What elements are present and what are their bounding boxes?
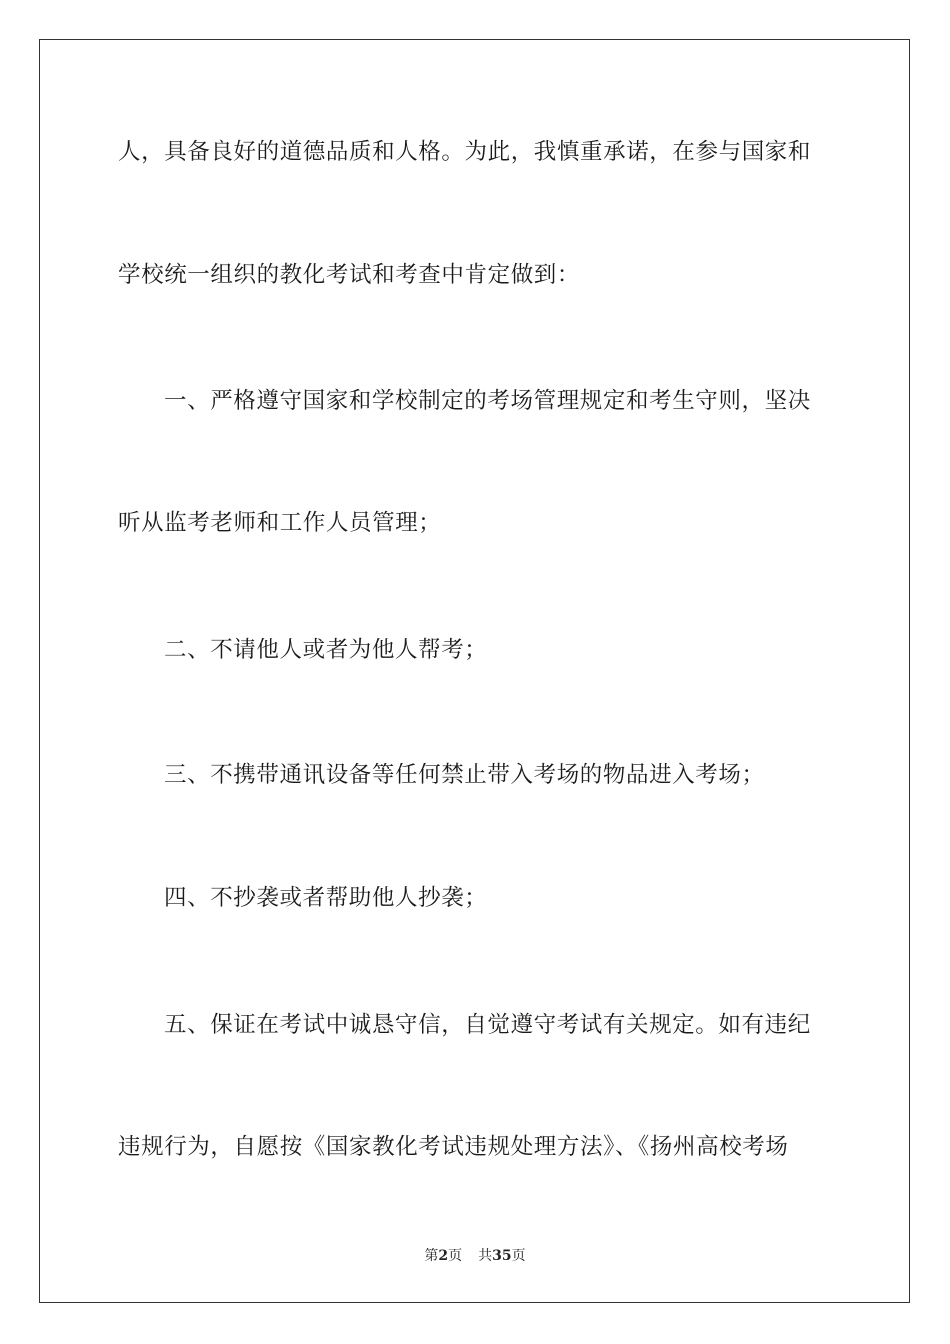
text-line-5: 二、不请他人或者为他人帮考；: [164, 637, 488, 663]
footer-page-prefix: 第: [424, 1248, 439, 1264]
text-line-1: 人，具备良好的道德品质和人格。为此，我慎重承诺，在参与国家和: [118, 139, 812, 165]
text-line-8: 五、保证在考试中诚恳守信，自觉遵守考试有关规定。如有违纪: [164, 1012, 811, 1038]
page-border: [39, 39, 910, 1303]
text-line-3: 一、严格遵守国家和学校制定的考场管理规定和考生守则，坚决: [164, 388, 811, 414]
footer-total-suffix: 页: [511, 1248, 526, 1264]
text-line-2: 学校统一组织的教化考试和考查中肯定做到：: [118, 262, 581, 288]
text-line-7: 四、不抄袭或者帮助他人抄袭；: [164, 885, 488, 911]
text-line-4: 听从监考老师和工作人员管理；: [118, 510, 442, 536]
footer-page-suffix: 页: [448, 1248, 463, 1264]
text-line-6: 三、不携带通讯设备等任何禁止带入考场的物品进入考场；: [164, 762, 765, 788]
footer-page-number: 2: [438, 1248, 449, 1264]
footer-total-pages: 35: [492, 1248, 512, 1264]
page-footer: [0, 1247, 950, 1265]
text-line-9: 违规行为，自愿按《国家教化考试违规处理方法》、《扬州高校考场: [118, 1134, 789, 1160]
footer-total-prefix: 共: [478, 1248, 493, 1264]
